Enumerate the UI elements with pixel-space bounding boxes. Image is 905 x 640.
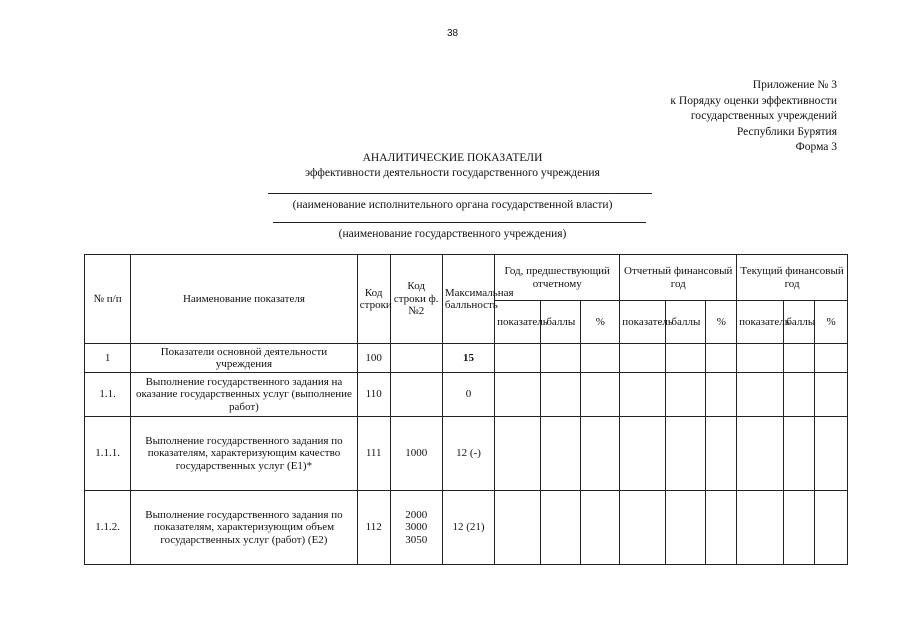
row-form-code: 2000 3000 3050	[390, 491, 442, 565]
subheader-indicator: показатель	[495, 301, 541, 344]
row-num: 1.1.	[85, 373, 131, 417]
header-num: № п/п	[85, 255, 131, 344]
appendix-block	[670, 78, 837, 156]
organ-name-caption: (наименование исполнительного органа государственной власти)	[292, 199, 613, 211]
subheader-percent: %	[706, 301, 737, 344]
row-form-code	[390, 373, 442, 417]
organ-name-line	[268, 193, 652, 194]
empty-cell	[581, 417, 620, 491]
table-row	[85, 491, 848, 565]
empty-cell	[737, 491, 784, 565]
subheader-percent: %	[581, 301, 620, 344]
empty-cell	[581, 373, 620, 417]
empty-cell	[581, 491, 620, 565]
appendix-line: государственных учреждений	[690, 110, 837, 122]
empty-cell	[666, 491, 706, 565]
header-row	[85, 255, 848, 301]
subheader-percent: %	[815, 301, 848, 344]
empty-cell	[620, 344, 666, 373]
empty-cell	[620, 491, 666, 565]
title-sub: эффективности деятельности государственного учреждения	[305, 167, 600, 179]
subheader-points: баллы	[541, 301, 581, 344]
row-name: Показатели основной деятельности учреждения	[131, 344, 358, 373]
appendix-line: к Порядку оценки эффективности	[670, 94, 837, 107]
row-name: Выполнение государственного задания на оказание государственных услуг (выполнение работ)	[131, 373, 358, 417]
empty-cell	[541, 344, 581, 373]
row-name: Выполнение государственного задания по показателям, характеризующим объем государственных услуг (работ) (Е2)	[131, 491, 358, 565]
document-title	[0, 151, 905, 181]
header-code-row: Код строки	[357, 255, 390, 344]
table-row	[85, 417, 848, 491]
row-max-score: 15	[442, 344, 494, 373]
row-max-score: 0	[442, 373, 494, 417]
empty-cell	[666, 344, 706, 373]
empty-cell	[620, 417, 666, 491]
empty-cell	[737, 417, 784, 491]
row-max-score: 12 (21)	[442, 491, 494, 565]
institution-name-line	[273, 222, 646, 223]
row-code: 112	[357, 491, 390, 565]
title-main: АНАЛИТИЧЕСКИЕ ПОКАЗАТЕЛИ	[362, 152, 543, 164]
institution-name-caption: (наименование государственного учреждения)	[338, 228, 567, 240]
empty-cell	[815, 491, 848, 565]
empty-cell	[581, 344, 620, 373]
empty-cell	[620, 373, 666, 417]
empty-cell	[541, 417, 581, 491]
header-report-year: Отчетный финансовый год	[620, 255, 737, 301]
header-prev-year: Год, предшествующий отчетному	[495, 255, 620, 301]
empty-cell	[737, 373, 784, 417]
empty-cell	[541, 373, 581, 417]
form-number: Форма 3	[795, 141, 837, 153]
empty-cell	[706, 491, 737, 565]
row-code: 110	[357, 373, 390, 417]
row-code: 100	[357, 344, 390, 373]
row-num: 1.1.1.	[85, 417, 131, 491]
page-number: 38	[446, 28, 459, 39]
empty-cell	[495, 344, 541, 373]
header-current-year: Текущий финансовый год	[737, 255, 848, 301]
table-row	[85, 373, 848, 417]
subheader-points: баллы	[784, 301, 815, 344]
empty-cell	[495, 491, 541, 565]
header-max-score: Максимальная балльность	[442, 255, 494, 344]
row-form-code	[390, 344, 442, 373]
empty-cell	[784, 417, 815, 491]
row-code: 111	[357, 417, 390, 491]
empty-cell	[706, 373, 737, 417]
row-num: 1.1.2.	[85, 491, 131, 565]
row-max-score: 12 (-)	[442, 417, 494, 491]
appendix-line: Республики Бурятия	[736, 125, 837, 138]
empty-cell	[737, 344, 784, 373]
row-form-code: 1000	[390, 417, 442, 491]
empty-cell	[784, 491, 815, 565]
empty-cell	[815, 344, 848, 373]
header-code-form: Код строки ф. №2	[390, 255, 442, 344]
empty-cell	[495, 373, 541, 417]
empty-cell	[541, 491, 581, 565]
empty-cell	[815, 373, 848, 417]
indicators-table	[84, 254, 848, 565]
empty-cell	[784, 373, 815, 417]
empty-cell	[706, 417, 737, 491]
empty-cell	[666, 417, 706, 491]
header-name: Наименование показателя	[131, 255, 358, 344]
empty-cell	[666, 373, 706, 417]
row-num: 1	[85, 344, 131, 373]
empty-cell	[495, 417, 541, 491]
empty-cell	[784, 344, 815, 373]
row-name: Выполнение государственного задания по показателям, характеризующим качество государственных услуг (Е1)*	[131, 417, 358, 491]
table-row	[85, 344, 848, 373]
empty-cell	[706, 344, 737, 373]
appendix-line: Приложение № 3	[752, 79, 837, 91]
subheader-indicator: показатель	[620, 301, 666, 344]
subheader-indicator: показатель	[737, 301, 784, 344]
empty-cell	[815, 417, 848, 491]
subheader-points: баллы	[666, 301, 706, 344]
